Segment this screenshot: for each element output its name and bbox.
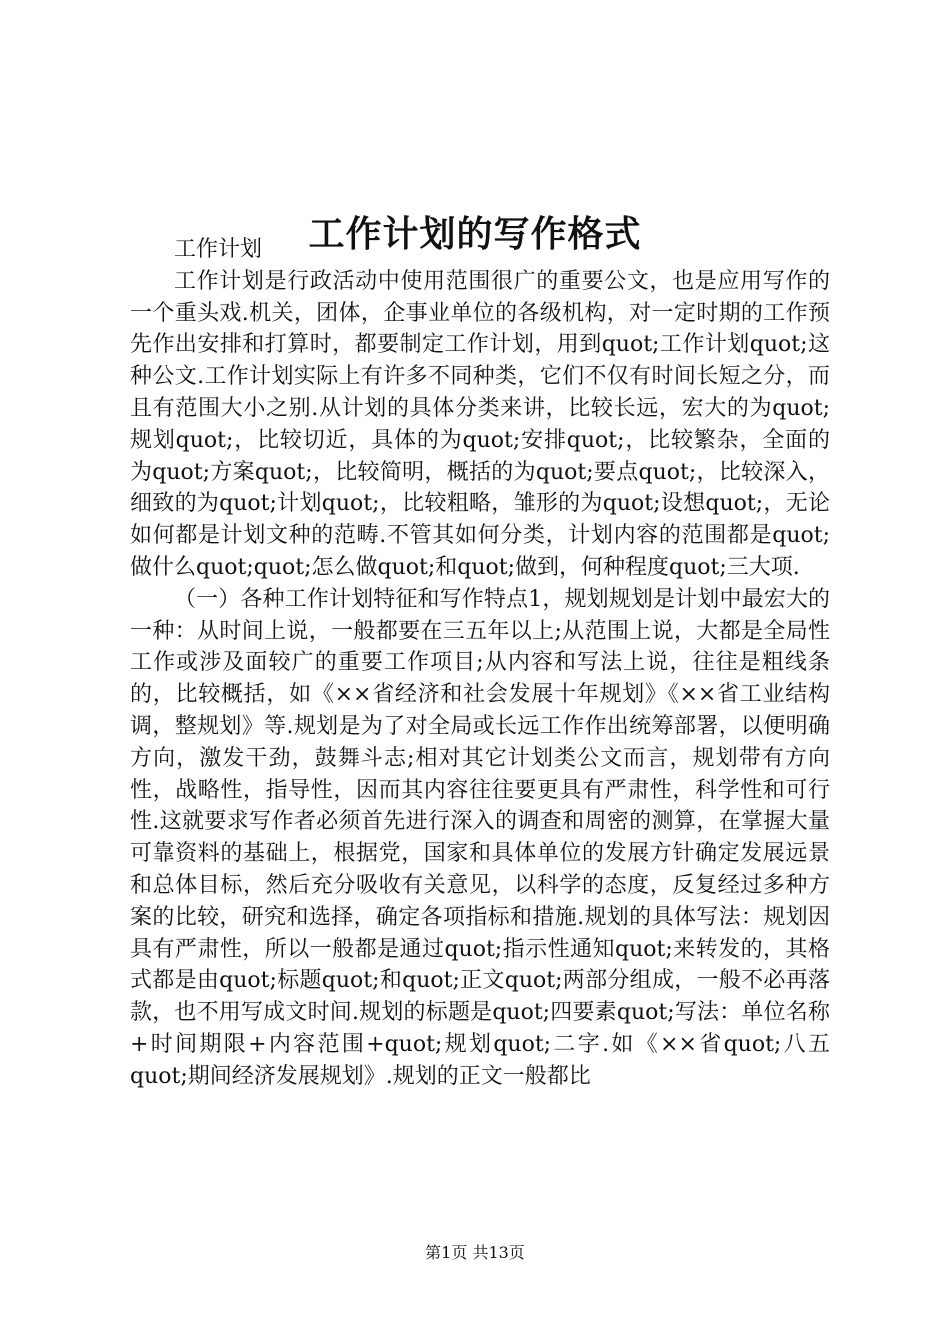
- paragraph: （一）各种工作计划特征和写作特点1，规划规划是计划中最宏大的一种：从时间上说，一般都要在三五年以上;从范围上说，大都是全局性工作或涉及面较广的重要工作项目;从内容和写法上说，往往是粗线条的，比较概括，如《××省经济和社会发展十年规划》《××省工业结构调，整规划》等.规划是为了对全局或长远工作作出统筹部署，以便明确方向，激发干劲，鼓舞斗志;相对其它计划类公文而言，规划带有方向性，战略性，指导性，因而其内容往往要更具有严肃性，科学性和可行性.这就要求写作者必须首先进行深入的调查和周密的测算，在掌握大量可靠资料的基础上，根据党，国家和具体单位的发展方针确定发展远景和总体目标，然后充分吸收有关意见，以科学的态度，反复经过多种方案的比较，研究和选择，确定各项指标和措施.规划的具体写法：规划因具有严肃性，所以一般都是通过quot;指示性通知quot;来转发的，其格式都是由quot;标题quot;和quot;正文quot;两部分组成，一般不必再落款，也不用写成文时间.规划的标题是quot;四要素quot;写法：单位名称+时间期限+内容范围+quot;规划quot;二字.如《××省quot;八五quot;期间经济发展规划》.规划的正文一般都比: [130, 586, 830, 1089]
- page-title: 工作计划的写作格式: [308, 213, 642, 256]
- document-body: [130, 234, 830, 1093]
- paragraph: 工作计划是行政活动中使用范围很广的重要公文，也是应用写作的一个重头戏.机关，团体，企事业单位的各级机构，对一定时期的工作预先作出安排和打算时，都要制定工作计划，用到quot;工作计划quot;这种公文.工作计划实际上有许多不同种类，它们不仅有时间长短之分，而且有范围大小之别.从计划的具体分类来讲，比较长远，宏大的为quot;规划quot;，比较切近，具体的为quot;安排quot;，比较繁杂，全面的为quot;方案quot;，比较简明，概括的为quot;要点quot;，比较深入，细致的为quot;计划quot;，比较粗略，雏形的为quot;设想quot;，无论如何都是计划文种的范畴.不管其如何分类，计划内容的范围都是quot;做什么quot;quot;怎么做quot;和quot;做到，何种程度quot;三大项.: [130, 268, 830, 580]
- paragraph-heading: 工作计划: [174, 237, 263, 262]
- page-number: 第1页 共13页: [425, 1243, 525, 1262]
